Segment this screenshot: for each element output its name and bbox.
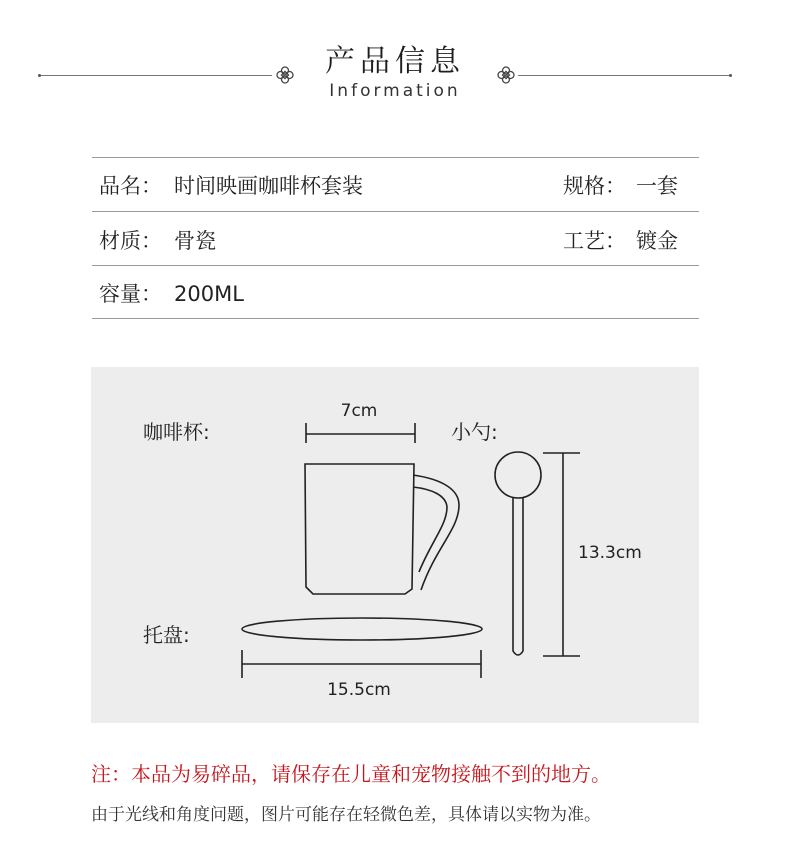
color-disclaimer: 由于光线和角度问题，图片可能存在轻微色差，具体请以实物为准。 [91,805,601,825]
spec-value-name: 时间映画咖啡杯套装 [174,174,363,198]
saucer-icon [242,618,482,640]
table-rule [92,265,699,266]
table-rule [92,318,699,319]
spec-value-material: 骨瓷 [174,229,216,253]
spec-value-craft: 镀金 [636,229,678,253]
spoon-label: 小勺: [451,420,498,444]
knot-ornament-icon [496,65,516,85]
fragile-warning: 注：本品为易碎品，请保存在儿童和宠物接触不到的地方。 [91,762,611,786]
cup-handle-inner [413,487,447,572]
spec-label-capacity: 容量： [99,282,162,306]
spec-label-name: 品名： [99,174,162,198]
cup-label: 咖啡杯: [143,420,210,444]
dimension-diagram-panel [91,367,699,723]
saucer-label: 托盘: [143,623,190,647]
spec-value-size: 一套 [636,174,678,198]
page-title: 产品信息 [325,44,465,79]
table-rule [92,211,699,212]
dimension-diagram [91,367,699,723]
header-divider-right-dot [729,74,732,77]
table-rule [92,157,699,158]
cup-icon [305,464,414,594]
spec-value-capacity: 200ML [174,282,244,306]
saucer-width-value: 15.5cm [327,680,391,700]
spec-label-size: 规格： [563,174,626,198]
header-divider-right [518,75,730,76]
cup-width-value: 7cm [340,401,378,421]
spec-label-material: 材质： [99,229,162,253]
spoon-handle-icon [513,497,523,655]
spoon-length-value: 13.3cm [578,543,642,563]
spoon-bowl-icon [495,452,541,498]
page-subtitle: Information [329,81,461,101]
spec-label-craft: 工艺： [563,229,626,253]
